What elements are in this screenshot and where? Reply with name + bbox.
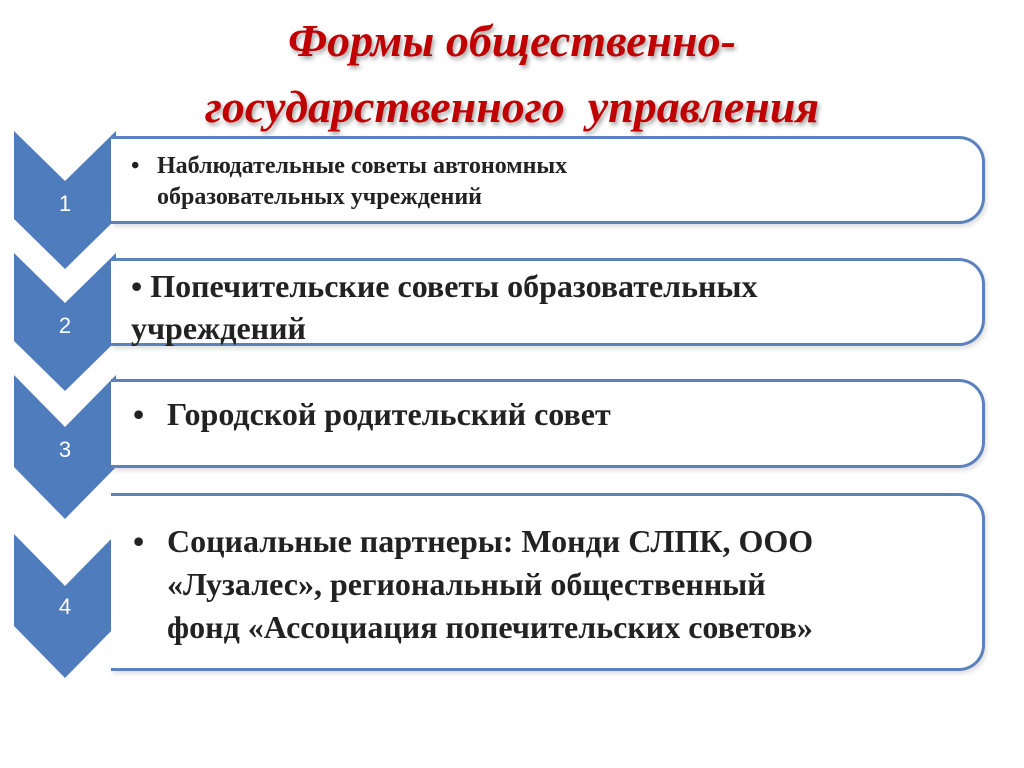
item-text-3 bbox=[133, 394, 611, 434]
slide-title-line-1: Формы общественно- bbox=[288, 15, 736, 66]
item-1-line-2: образовательных учреждений bbox=[157, 184, 482, 210]
chevron-4 bbox=[14, 534, 116, 678]
slide-title bbox=[0, 8, 1024, 140]
bullet: • bbox=[133, 523, 145, 559]
item-number-4: 4 bbox=[58, 594, 72, 619]
item-2-line-1: Попечительские советы образовательных bbox=[150, 268, 758, 304]
item-text-4 bbox=[133, 520, 813, 649]
item-4-line-3: фонд «Ассоциация попечительских советов» bbox=[167, 609, 813, 645]
item-box-3 bbox=[111, 379, 985, 468]
chevron-1 bbox=[14, 131, 116, 269]
item-text-2 bbox=[131, 265, 757, 349]
item-number-1: 1 bbox=[58, 191, 72, 216]
bullet: • bbox=[133, 396, 145, 432]
slide-title-line-2: государственного управления bbox=[204, 81, 820, 132]
item-3-line-1: Городской родительский совет bbox=[167, 396, 611, 432]
item-2-line-2: учреждений bbox=[131, 310, 306, 346]
item-text-1 bbox=[131, 151, 567, 213]
item-box-4 bbox=[111, 493, 985, 671]
item-1-line-1: Наблюдательные советы автономных bbox=[157, 153, 568, 179]
item-4-line-1: Социальные партнеры: Монди СЛПК, ООО bbox=[167, 523, 814, 559]
bullet: • bbox=[131, 268, 143, 304]
item-number-2: 2 bbox=[58, 313, 72, 338]
item-4-line-2: «Лузалес», региональный общественный bbox=[167, 566, 766, 602]
chevron-2 bbox=[14, 253, 116, 391]
item-box-2 bbox=[111, 258, 985, 346]
bullet: • bbox=[131, 153, 140, 179]
item-box-1 bbox=[111, 136, 985, 224]
chevron-3 bbox=[14, 375, 116, 519]
item-number-3: 3 bbox=[58, 437, 72, 462]
